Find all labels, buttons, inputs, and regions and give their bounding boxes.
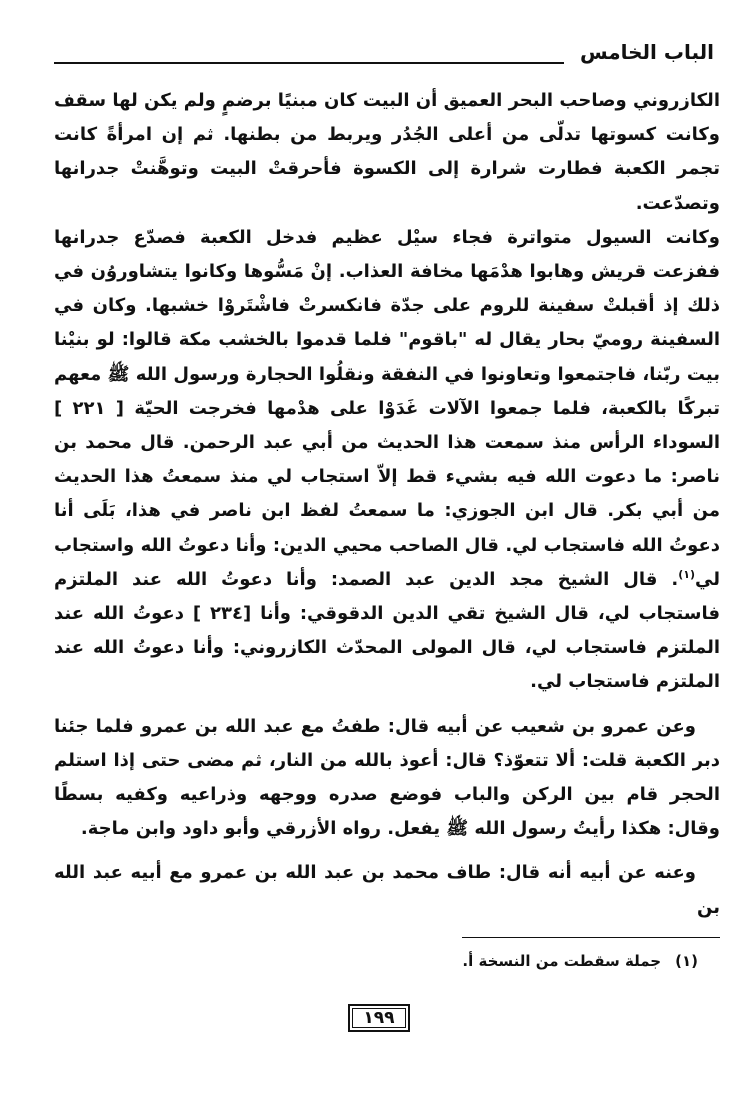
paragraph-2-text: وكانت السيول متواترة فجاء سيْل عظيم فدخل الكعبة فصدّع جدرانها ففزعت قريش وهابوا هدْمَها مخافة العذاب. إنْ مَسُّوها وكانوا يتشاوروُن في ذلك إذ أقبلتْ سفينة للروم على جدّة فانكسرتْ فاشْتَروْا خشبها. وكان في السفينة روميّ بحار يقال له "باقوم" فلما قدموا بالخشب مكة قالوا: لو بنيْنا بيت ربّنا، فاجتمعوا وتعاونوا في النفقة ونقلُوا الحجارة ورسول الله ﷺ معهم تبركًا بالكعبة، فلما جمعوا الآلات غَدَوْا على هدْمها فخرجت الحيّة [ ٢٢١ ] السوداء الرأس منذ سمعت هذا الحديث من أبي عبد الرحمن. قال محمد بن ناصر: ما دعوت الله فيه بشيء قط إلاّ استجاب لي منذ سمعتُ هذا الحديث من أبي بكر. قال ابن الجوزي: ما سمعتُ لفظ ابن ناصر في هذا، بَلَى أنا دعوتُ الله فاستجاب لي. قال الصاحب محيي الدين: وأنا دعوتُ الله واستجاب لي (54, 226, 720, 590)
page-number: ١٩٩ (348, 1004, 410, 1032)
header-rule (54, 62, 564, 64)
paragraph-2-tail: . قال الشيخ مجد الدين عبد الصمد: وأنا دعوتُ الله عند الملتزم فاستجاب لي، قال الشيخ تقي الدين الدقوقي: وأنا [٢٣٤ ] دعوتُ الله عند الملتزم فاستجاب لي، قال المولى المحدّث الكازروني: وأنا دعوتُ الله عند الملتزم فاستجاب لي. (54, 568, 720, 693)
body-text (54, 84, 720, 925)
paragraph-3: وعن عمرو بن شعيب عن أبيه قال: طفتُ مع عبد الله بن عمرو فلما جئنا دبر الكعبة قلت: ألا تتعوّذ؟ قال: أعوذ بالله من النار، ثم مضى حتى إذا استلم الحجر قام بين الركن والباب فوضع صدره ووجهه وذراعيه وكفيه بسطًا وقال: هكذا رأيتُ رسول الله ﷺ يفعل. رواه الأزرقي وأبو داود وابن ماجة. (54, 715, 720, 840)
paragraph-2 (54, 221, 720, 700)
chapter-title: الباب الخامس (579, 40, 714, 64)
paragraph-4: وعنه عن أبيه أنه قال: طاف محمد بن عبد الله بن عمرو مع أبيه عبد الله بن (54, 862, 720, 918)
footnote (298, 952, 698, 970)
paragraph-1: الكازروني وصاحب البحر العميق أن البيت كان مبنيًا برضمٍ ولم يكن لها سقف وكانت كسوتها تدلّى من أعلى الجُدُر ويربط من بطنها. ثم إن امرأةً كانت تجمر الكعبة فطارت شرارة إلى الكسوة فأحرقتْ البيت وتوهَّنتْ جدرانها وتصدّعت. (54, 90, 720, 214)
footnote-rule (462, 937, 720, 938)
footnote-text: جملة سقطت من النسخة أ. (462, 952, 662, 970)
running-header (54, 38, 714, 78)
footnote-number: (١) (675, 952, 698, 970)
footnote-reference: (١) (678, 567, 696, 581)
